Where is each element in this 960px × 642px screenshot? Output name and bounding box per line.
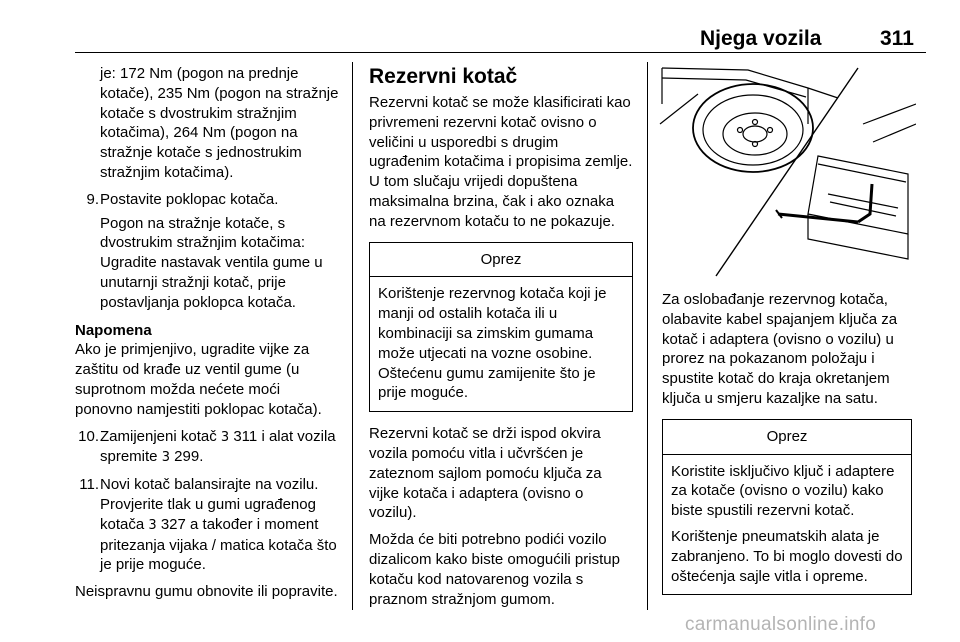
step-text-part: a također i moment pritezanja vijaka / matica kotača što je prije moguće. — [100, 515, 337, 574]
column-middle — [369, 64, 633, 609]
step-text — [100, 427, 340, 469]
step-8-continuation: je: 172 Nm (pogon na prednje kotače), 235 Nm (pogon na stražnje kotače s dvostrukim stražnjim kotačima), 264 Nm (pogon na stražnje kotače s jednostrukim stražnjim kotačima). — [100, 65, 339, 181]
step-text — [100, 475, 340, 575]
caution-title: Oprez — [663, 420, 911, 455]
page-reference-link[interactable]: 299 — [174, 448, 200, 466]
step-number: 10. — [78, 427, 99, 445]
note-heading: Napomena — [75, 321, 152, 339]
step-number: 11. — [79, 476, 99, 494]
caution-title: Oprez — [370, 243, 632, 278]
closing-paragraph: Neispravnu gumu obnovite ili popravite. — [75, 583, 338, 601]
step-11 — [75, 475, 340, 575]
step-text-part: Novi kotač balansirajte na vozilu. Provjerite tlak u gumi ugrađenog kotača — [100, 476, 319, 533]
caution-box — [369, 242, 633, 413]
caution-body — [663, 455, 911, 595]
caution-text: Korištenje pneumatskih alata je zabranjeno. To bi moglo dovesti do oštećenja sajle vitla i opreme. — [671, 527, 903, 585]
caution-text: Korištenje rezervnog kotača koji je manji od ostalih kotača ili u kombinaciji sa zimskim gumama može utjecati na vozne osobine. Oštećenu gumu zamijenite što je prije moguće. — [378, 285, 607, 402]
column-divider-left — [352, 62, 353, 610]
release-instructions: Za oslobađanje rezervnog kotača, olabavite kabel spajanjem ključa za kotač i adaptera (ovisno o vozilu) u prorez na pokazanom položaju i spustite kotač do kraja okretanjem ključa u smjeru kazaljke na satu. — [662, 291, 898, 407]
step-9 — [75, 190, 340, 210]
step-text: Postavite poklopac kotača. — [100, 190, 279, 208]
caution-body — [370, 277, 632, 411]
column-left — [75, 64, 340, 602]
header-rule — [75, 52, 926, 53]
caution-text: Koristite isključivo ključ i adaptere za kotače (ovisno o vozilu) kako biste spustili rezervni kotač. — [671, 462, 895, 520]
step-number: 9. — [86, 190, 99, 208]
step-text-part: i alat vozila spremite — [100, 427, 336, 466]
spare-wheel-illustration — [658, 64, 916, 278]
step-text-part: . — [199, 448, 204, 466]
page-number: 311 — [880, 27, 914, 50]
watermark: carmanualsonline.info — [685, 614, 877, 635]
step-text-part: Zamijenjeni kotač — [100, 427, 217, 445]
header-title: Njega vozila — [700, 27, 822, 50]
intro-paragraph: Rezervni kotač se može klasificirati kao privremeni rezervni kotač ovisno o veličini u usporedbi s drugim ugrađenim kotačima i propisima zemlje. U tom slučaju vrijedi dopuštena maksimalna brzina, čak i ako oznaka na rezervnom kotaču to ne pokazuje. — [369, 94, 633, 230]
step-10 — [75, 427, 340, 469]
caution-box — [662, 419, 912, 596]
page-reference-icon: 3 — [220, 429, 230, 445]
paragraph: Možda će biti potrebno podići vozilo dizalicom kako biste omogućili pristup kotaču kod natovarenog vozila s praznom stražnjom gumom. — [369, 531, 620, 608]
note-text: Ako je primjenjivo, ugradite vijke za zaštitu od krađe uz ventil gume (u suprotnom možda nećete moći ponovno namjestiti poklopac kotača). — [75, 341, 322, 418]
column-divider-right — [647, 62, 648, 610]
column-right — [662, 290, 912, 607]
page-reference-icon: 3 — [148, 517, 157, 533]
section-heading: Rezervni kotač — [369, 65, 518, 88]
paragraph: Rezervni kotač se drži ispod okvira vozila pomoću vitla i učvršćen je zateznom sajlom pomoću ključa za vijke kotača i adaptera (ovisno o vozilu). — [369, 425, 602, 522]
page-reference-icon: 3 — [161, 450, 170, 466]
page-reference-link[interactable]: 327 — [160, 515, 186, 533]
page-reference-link[interactable]: 311 — [233, 427, 258, 445]
step-9-body: Pogon na stražnje kotače, s dvostrukim stražnjim kotačima: Ugradite nastavak ventila gume u unutarnji stražnji kotač, prije postavljanja poklopca kotača. — [100, 214, 323, 311]
